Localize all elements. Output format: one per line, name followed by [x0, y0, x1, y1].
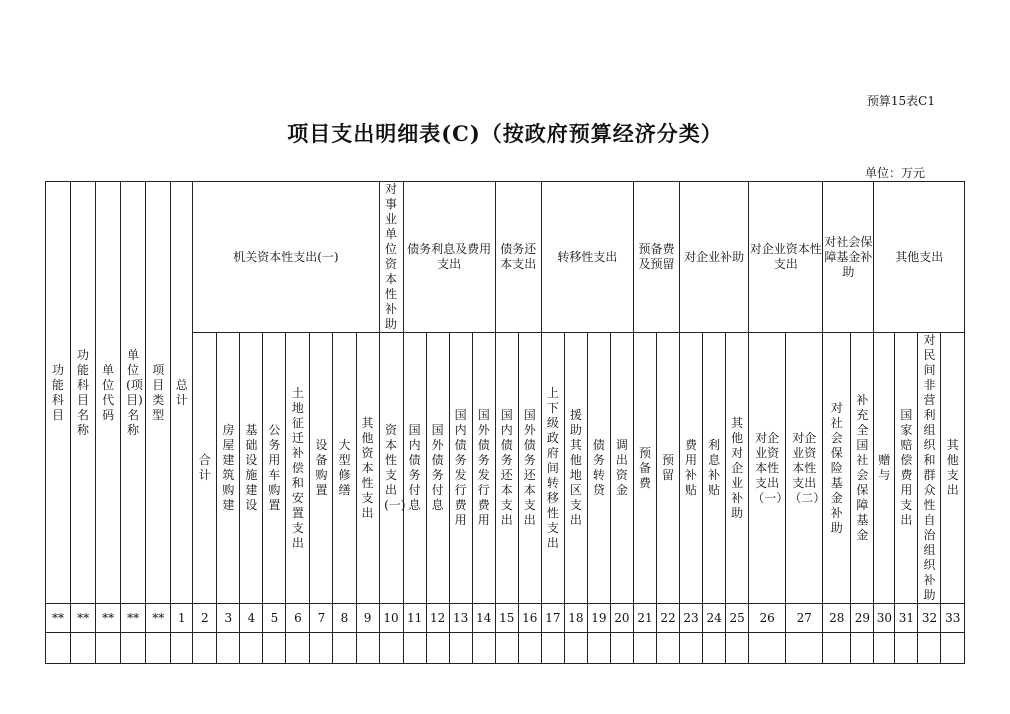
column-number-cell: 19 — [587, 604, 610, 633]
table-cell[interactable] — [726, 633, 749, 664]
sub-header: 国内债务还本支出 — [495, 333, 518, 604]
table-cell[interactable] — [310, 633, 333, 664]
column-number-cell: 7 — [310, 604, 333, 633]
table-cell[interactable] — [472, 633, 495, 664]
table-cell[interactable] — [941, 633, 965, 664]
sub-header: 调出资金 — [610, 333, 633, 604]
sub-header: 其他资本性支出 — [356, 333, 379, 604]
table-cell[interactable] — [146, 633, 171, 664]
empty-data-row — [46, 633, 965, 664]
column-number-row — [46, 604, 965, 633]
group-header: 债务还本支出 — [495, 182, 541, 333]
sub-header: 国外债务付息 — [426, 333, 449, 604]
sub-header: 国家赔偿费用支出 — [895, 333, 918, 604]
table-cell[interactable] — [851, 633, 874, 664]
column-number-cell: ** — [121, 604, 146, 633]
table-cell[interactable] — [703, 633, 726, 664]
column-number-cell: 17 — [541, 604, 564, 633]
column-number-cell: 5 — [263, 604, 286, 633]
table-cell[interactable] — [874, 633, 895, 664]
table-cell[interactable] — [587, 633, 610, 664]
header-row-groups — [46, 182, 965, 333]
table-cell[interactable] — [356, 633, 379, 664]
column-number-cell: 24 — [703, 604, 726, 633]
sub-header: 国外债务还本支出 — [518, 333, 541, 604]
sub-header: 国外债务发行费用 — [472, 333, 495, 604]
column-number-cell: 6 — [286, 604, 310, 633]
table-cell[interactable] — [786, 633, 823, 664]
table-cell[interactable] — [610, 633, 633, 664]
col-total: 总计 — [171, 182, 193, 604]
column-number-cell: 21 — [633, 604, 656, 633]
table-cell[interactable] — [96, 633, 121, 664]
sub-header: 费用补贴 — [680, 333, 703, 604]
column-number-cell: 23 — [680, 604, 703, 633]
form-code: 预算15表C1 — [866, 94, 935, 108]
sub-header: 对民间非营利组织和群众性自治组织补助 — [918, 333, 941, 604]
group-header: 机关资本性支出(一) — [193, 182, 379, 333]
sub-header: 资本性支出(一) — [379, 333, 403, 604]
column-number-cell: 1 — [171, 604, 193, 633]
sub-header: 赠与 — [874, 333, 895, 604]
col-unit-code: 单位代码 — [96, 182, 121, 604]
column-number-cell: 10 — [379, 604, 403, 633]
column-number-cell: 28 — [823, 604, 851, 633]
column-number-cell: 3 — [217, 604, 240, 633]
column-number-cell: 30 — [874, 604, 895, 633]
sub-header: 国内债务发行费用 — [449, 333, 472, 604]
table-cell[interactable] — [171, 633, 193, 664]
table-cell[interactable] — [121, 633, 146, 664]
sub-header: 对企业资本性支出（二） — [786, 333, 823, 604]
column-number-cell: 14 — [472, 604, 495, 633]
sub-header: 房屋建筑购建 — [217, 333, 240, 604]
table-cell[interactable] — [495, 633, 518, 664]
sub-header: 债务转贷 — [587, 333, 610, 604]
column-number-cell: 11 — [403, 604, 426, 633]
sub-header: 上下级政府间转移性支出 — [541, 333, 564, 604]
page-title: 项目支出明细表(C)（按政府预算经济分类） — [287, 121, 723, 146]
table-cell[interactable] — [46, 633, 71, 664]
table-cell[interactable] — [541, 633, 564, 664]
table-cell[interactable] — [217, 633, 240, 664]
table-cell[interactable] — [895, 633, 918, 664]
sub-header: 其他支出 — [941, 333, 965, 604]
sub-header: 大型修缮 — [333, 333, 356, 604]
column-number-cell: ** — [96, 604, 121, 633]
col-function-name: 功能科目名称 — [71, 182, 96, 604]
table-cell[interactable] — [263, 633, 286, 664]
col-unit-project-name: 单位(项目)名称 — [121, 182, 146, 604]
table-cell[interactable] — [379, 633, 403, 664]
column-number-cell: ** — [146, 604, 171, 633]
table-cell[interactable] — [286, 633, 310, 664]
table-cell[interactable] — [680, 633, 703, 664]
sub-header: 国内债务付息 — [403, 333, 426, 604]
table-cell[interactable] — [918, 633, 941, 664]
column-number-cell: 9 — [356, 604, 379, 633]
column-number-cell: 25 — [726, 604, 749, 633]
sub-header: 援助其他地区支出 — [564, 333, 587, 604]
column-number-cell: 26 — [749, 604, 786, 633]
table-cell[interactable] — [403, 633, 426, 664]
table-cell[interactable] — [333, 633, 356, 664]
col-function-code: 功能科目 — [46, 182, 71, 604]
group-header: 对企业补助 — [680, 182, 749, 333]
table-cell[interactable] — [426, 633, 449, 664]
sub-header: 对社会保险基金补助 — [823, 333, 851, 604]
table-cell[interactable] — [71, 633, 96, 664]
column-number-cell: 29 — [851, 604, 874, 633]
sub-header: 土地征迁补偿和安置支出 — [286, 333, 310, 604]
expenditure-table — [45, 181, 965, 664]
column-number-cell: 12 — [426, 604, 449, 633]
group-header: 转移性支出 — [541, 182, 633, 333]
column-number-cell: 22 — [656, 604, 679, 633]
group-header: 对企业资本性支出 — [749, 182, 823, 333]
column-number-cell: 8 — [333, 604, 356, 633]
column-number-cell: 20 — [610, 604, 633, 633]
table-cell[interactable] — [240, 633, 263, 664]
group-header: 其他支出 — [874, 182, 965, 333]
group-header: 对社会保障基金补助 — [823, 182, 874, 333]
column-number-cell: 31 — [895, 604, 918, 633]
sub-header: 其他对企业补助 — [726, 333, 749, 604]
column-number-cell: ** — [71, 604, 96, 633]
table-cell[interactable] — [749, 633, 786, 664]
sub-header: 基础设施建设 — [240, 333, 263, 604]
col-project-type: 项目类型 — [146, 182, 171, 604]
column-number-cell: 2 — [193, 604, 217, 633]
column-number-cell: ** — [46, 604, 71, 633]
table-cell[interactable] — [633, 633, 656, 664]
sub-header: 公务用车购置 — [263, 333, 286, 604]
sub-header: 设备购置 — [310, 333, 333, 604]
group-header: 债务利息及费用支出 — [403, 182, 495, 333]
table-cell[interactable] — [564, 633, 587, 664]
table-cell[interactable] — [518, 633, 541, 664]
sub-header: 对企业资本性支出（一） — [749, 333, 786, 604]
group-header: 预备费及预留 — [633, 182, 679, 333]
table-cell[interactable] — [449, 633, 472, 664]
column-number-cell: 15 — [495, 604, 518, 633]
column-number-cell: 33 — [941, 604, 965, 633]
table-cell[interactable] — [193, 633, 217, 664]
sub-header: 利息补贴 — [703, 333, 726, 604]
column-number-cell: 32 — [918, 604, 941, 633]
group-header: 对事业单位资本性补助 — [379, 182, 403, 333]
column-number-cell: 16 — [518, 604, 541, 633]
column-number-cell: 18 — [564, 604, 587, 633]
column-number-cell: 13 — [449, 604, 472, 633]
column-number-cell: 27 — [786, 604, 823, 633]
table-cell[interactable] — [823, 633, 851, 664]
sub-header: 预留 — [656, 333, 679, 604]
sub-header: 补充全国社会保障基金 — [851, 333, 874, 604]
unit-label: 单位：万元 — [864, 166, 925, 180]
sub-header: 合计 — [193, 333, 217, 604]
sub-header: 预备费 — [633, 333, 656, 604]
table-cell[interactable] — [656, 633, 679, 664]
column-number-cell: 4 — [240, 604, 263, 633]
